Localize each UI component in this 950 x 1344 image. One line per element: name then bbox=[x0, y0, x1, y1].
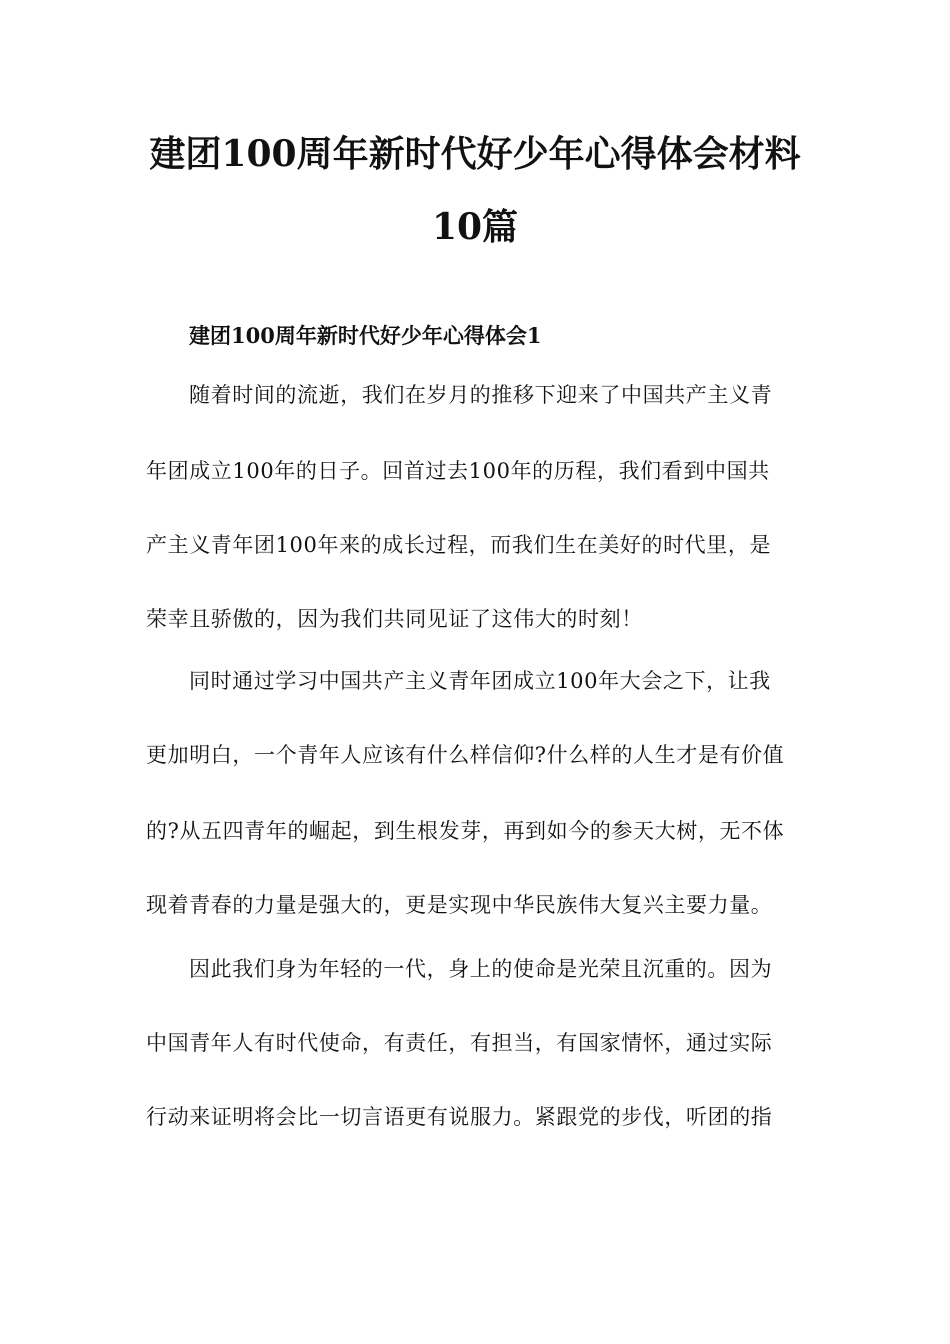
paragraph-line: 随着时间的流逝，我们在岁月的推移下迎来了中国共产主义青 bbox=[189, 383, 773, 407]
paragraph-line: 的?从五四青年的崛起，到生根发芽，再到如今的参天大树，无不体 bbox=[146, 819, 785, 843]
paragraph-line: 因此我们身为年轻的一代，身上的使命是光荣且沉重的。因为 bbox=[189, 957, 773, 981]
paragraph-line: 更加明白，一个青年人应该有什么样信仰?什么样的人生才是有价值 bbox=[146, 743, 785, 767]
paragraph-line: 现着青春的力量是强大的，更是实现中华民族伟大复兴主要力量。 bbox=[146, 893, 773, 917]
paragraph-line: 同时通过学习中国共产主义青年团成立100年大会之下，让我 bbox=[189, 669, 771, 693]
paragraph-line: 年团成立100年的日子。回首过去100年的历程，我们看到中国共 bbox=[146, 459, 770, 483]
document-title-line-1: 建团100周年新时代好少年心得体会材料 bbox=[149, 133, 801, 175]
paragraph-line: 荣幸且骄傲的，因为我们共同见证了这伟大的时刻！ bbox=[146, 607, 643, 631]
document-title-line-2: 10篇 bbox=[431, 206, 519, 248]
paragraph-line: 产主义青年团100年来的成长过程，而我们生在美好的时代里，是 bbox=[146, 533, 772, 557]
paragraph-line: 行动来证明将会比一切言语更有说服力。紧跟党的步伐，听团的指 bbox=[146, 1105, 773, 1129]
paragraph-line: 中国青年人有时代使命，有责任，有担当，有国家情怀，通过实际 bbox=[146, 1031, 773, 1055]
section-heading: 建团100周年新时代好少年心得体会1 bbox=[189, 323, 542, 348]
